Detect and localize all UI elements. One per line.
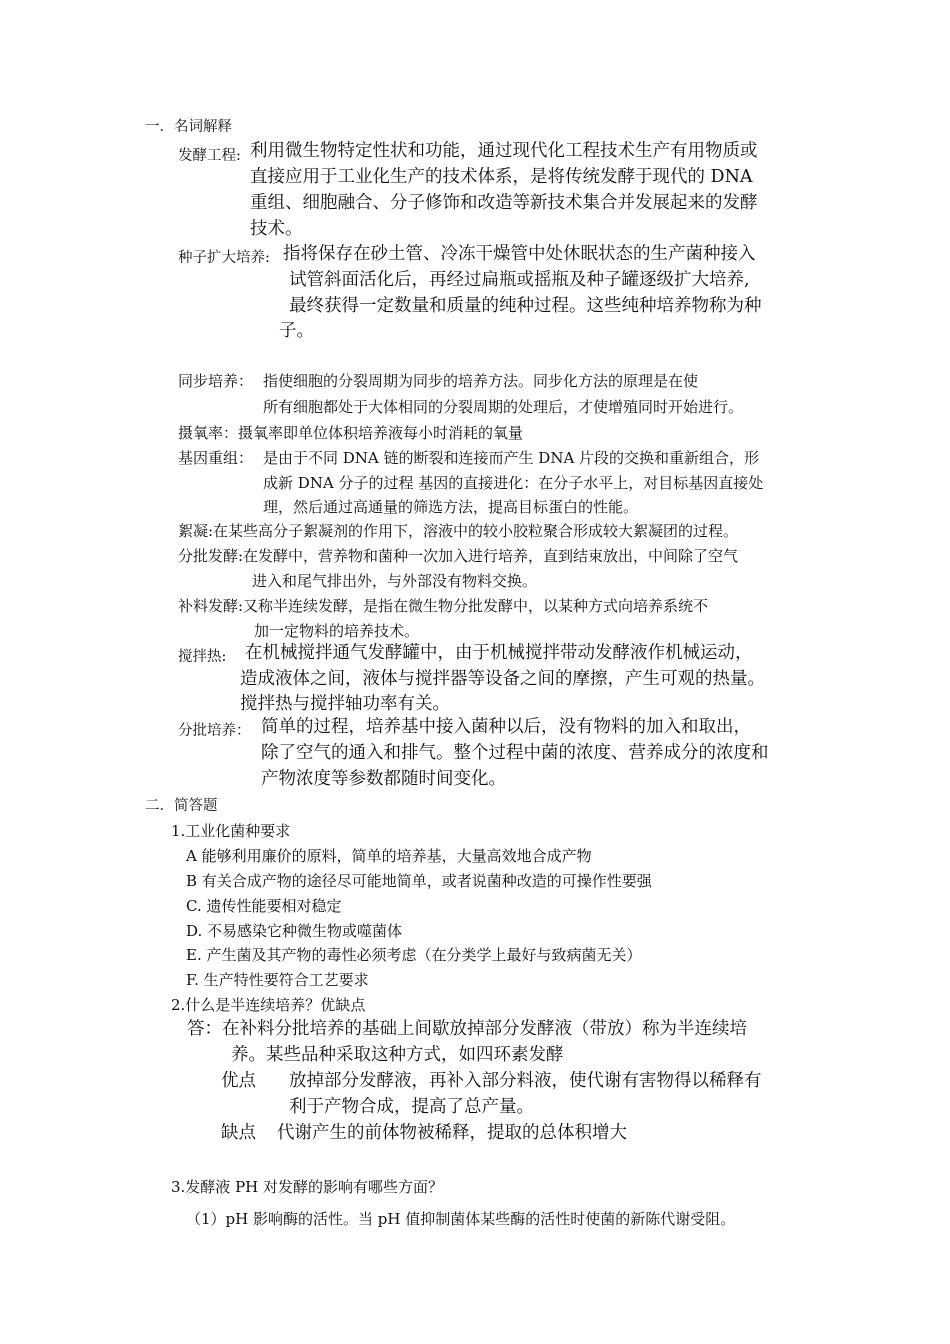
definition-line: 补料发酵:又称半连续发酵，是指在微生物分批发酵中，以某种方式向培养系统不	[178, 597, 709, 615]
answer-line: 答：在补料分批培养的基础上间歇放掉部分发酵液（带放）称为半连续培	[187, 1019, 747, 1039]
question-title: 1.工业化菌种要求	[171, 822, 291, 840]
section-heading: 二．简答题	[145, 798, 218, 814]
definition-line: 重组、细胞融合、分子修饰和改造等新技术集合并发展起来的发酵	[250, 193, 758, 213]
definition-line: 搅拌热与搅拌轴功率有关。	[240, 694, 450, 714]
question-title: 3.发酵液 PH 对发酵的影响有哪些方面？	[171, 1178, 444, 1196]
definition-line: 理，然后通过高通量的筛选方法，提高目标蛋白的性能。	[263, 498, 639, 516]
list-item: （1）pH 影响酶的活性。当 pH 值抑制菌体某些酶的活性时使菌的新陈代谢受阻。	[186, 1210, 736, 1228]
definition-line: 在机械搅拌通气发酵罐中，由于机械搅拌带动发酵液作机械运动，	[245, 643, 753, 663]
definition-line: 所有细胞都处于大体相同的分裂周期的处理后，才使增殖同时开始进行。	[263, 398, 744, 416]
list-item: E. 产生菌及其产物的毒性必须考虑（在分类学上最好与致病菌无关）	[186, 946, 642, 964]
answer-line: 放掉部分发酵液，再补入部分料液，使代谢有害物得以稀释有	[289, 1071, 762, 1091]
definition-line: 絮凝:在某些高分子絮凝剂的作用下，溶液中的较小胶粒聚合形成较大絮凝团的过程。	[178, 522, 739, 540]
definition-line: 成新 DNA 分子的过程 基因的直接进化：在分子水平上，对目标基因直接处	[263, 474, 764, 492]
definition-line: 技术。	[250, 219, 303, 239]
definition-line: 是由于不同 DNA 链的断裂和连接而产生 DNA 片段的交换和重新组合，形	[263, 449, 760, 467]
question-title: 2.什么是半连续培养？优缺点	[171, 996, 366, 1014]
answer-line: 利于产物合成，提高了总产量。	[289, 1097, 534, 1117]
term-label: 发酵工程:	[178, 148, 241, 164]
term-label: 种子扩大培养:	[178, 250, 270, 266]
definition-line: 指使细胞的分裂周期为同步的培养方法。同步化方法的原理是在使	[263, 372, 699, 390]
definition-line: 子。	[279, 321, 314, 341]
definition-line: 除了空气的通入和排气。整个过程中菌的浓度、营养成分的浓度和	[261, 743, 769, 763]
definition-line: 直接应用于工业化生产的技术体系，是将传统发酵于现代的 DNA	[250, 167, 753, 187]
definition-line: 利用微生物特定性状和功能，通过现代化工程技术生产有用物质或	[250, 141, 758, 161]
term-label: 分批培养：	[178, 723, 251, 739]
definition-line: 试管斜面活化后，再经过扁瓶或摇瓶及种子罐逐级扩大培养,	[289, 270, 750, 290]
list-item: B 有关合成产物的途径尽可能地简单，或者说菌种改造的可操作性要强	[186, 872, 652, 890]
definition-line: 进入和尾气排出外，与外部没有物料交换。	[252, 572, 538, 590]
term-label: 基因重组：	[178, 449, 254, 467]
con-label: 缺点	[221, 1123, 256, 1143]
definition-line: 最终获得一定数量和质量的纯种过程。这些纯种培养物称为种	[289, 296, 762, 316]
definition-line: 摄氧率：摄氧率即单位体积培养液每小时消耗的氧量	[178, 424, 524, 442]
section-heading: 一．名词解释	[145, 119, 232, 135]
definition-line: 造成液体之间，液体与搅拌器等设备之间的摩擦，产生可观的热量。	[240, 669, 765, 689]
definition-line: 分批发酵:在发酵中，营养物和菌种一次加入进行培养，直到结束放出，中间除了空气	[178, 547, 739, 565]
answer-line: 代谢产生的前体物被稀释，提取的总体积增大	[277, 1123, 627, 1143]
definition-line: 简单的过程，培养基中接入菌种以后，没有物料的加入和取出，	[261, 717, 751, 737]
definition-line: 产物浓度等参数都随时间变化。	[261, 769, 506, 789]
list-item: F. 生产特性要符合工艺要求	[186, 971, 369, 989]
term-label: 同步培养：	[178, 372, 254, 390]
list-item: D. 不易感染它种微生物或噬菌体	[186, 922, 403, 940]
definition-line: 加一定物料的培养技术。	[254, 622, 420, 640]
pro-label: 优点	[221, 1071, 256, 1091]
answer-line: 养。某些品种采取这种方式，如四环素发酵	[231, 1045, 564, 1065]
term-label: 搅拌热:	[178, 649, 227, 665]
list-item: C. 遗传性能要相对稳定	[186, 897, 342, 915]
list-item: A 能够利用廉价的原料，简单的培养基，大量高效地合成产物	[186, 847, 592, 865]
definition-line: 指将保存在砂土管、冷冻干燥管中处休眠状态的生产菌种接入	[283, 244, 756, 264]
